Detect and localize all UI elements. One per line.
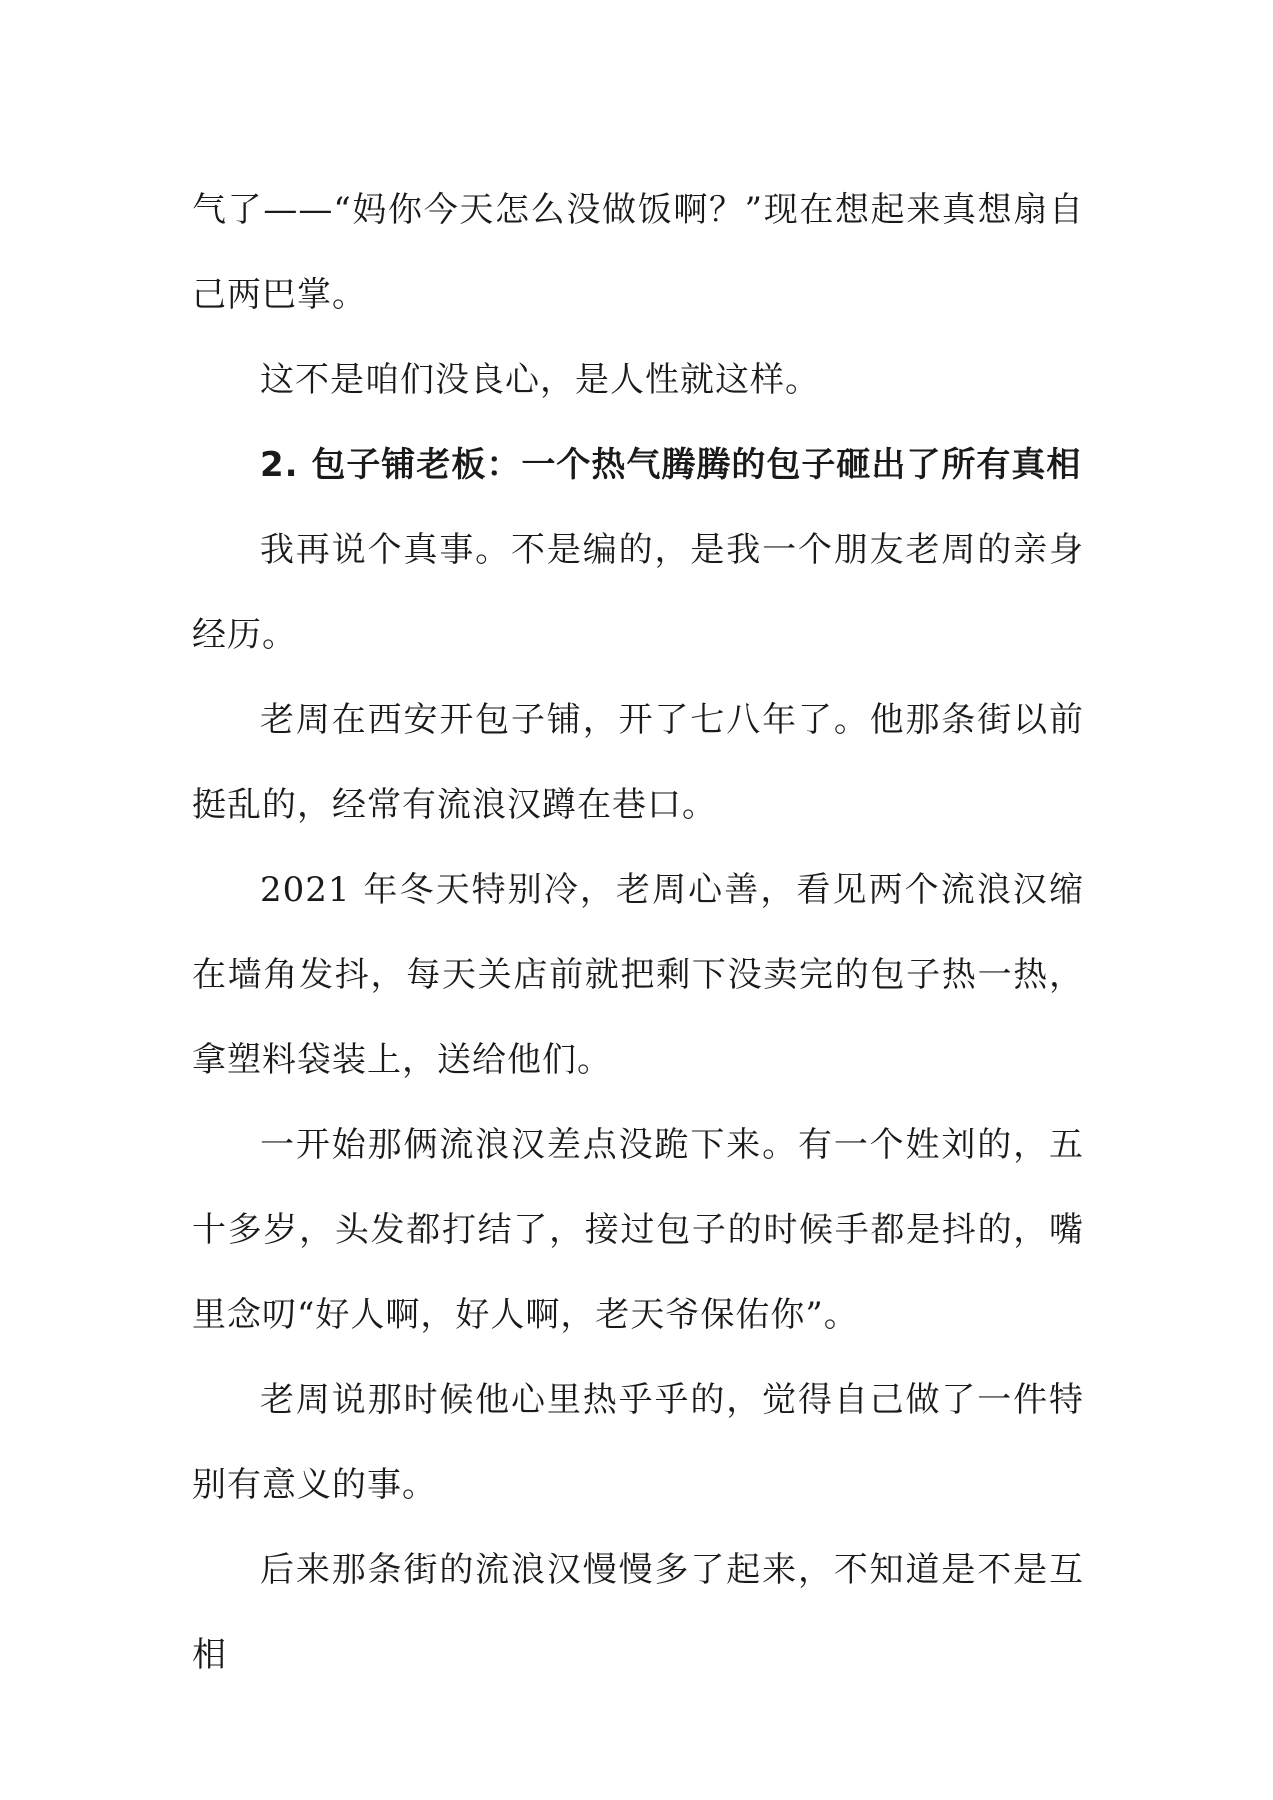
paragraph-7: 老周说那时候他心里热乎乎的，觉得自己做了一件特别有意义的事。 [192, 1380, 1084, 1505]
section-heading: 2. 包子铺老板：一个热气腾腾的包子砸出了所有真相 [260, 445, 1082, 485]
paragraph-6: 一开始那俩流浪汉差点没跪下来。有一个姓刘的，五十多岁，头发都打结了，接过包子的时候手都是抖的，嘴里念叨“好人啊，好人啊，老天爷保佑你”。 [192, 1125, 1084, 1335]
paragraph-2: 这不是咱们没良心，是人性就这样。 [260, 360, 820, 400]
document-body [192, 168, 1084, 1698]
paragraph-1: 气了——“妈你今天怎么没做饭啊？”现在想起来真想扇自己两巴掌。 [192, 190, 1084, 315]
paragraph-8: 后来那条街的流浪汉慢慢多了起来，不知道是不是互相 [192, 1550, 1084, 1675]
paragraph-4: 老周在西安开包子铺，开了七八年了。他那条街以前挺乱的，经常有流浪汉蹲在巷口。 [192, 700, 1084, 825]
paragraph-3: 我再说个真事。不是编的，是我一个朋友老周的亲身经历。 [192, 530, 1084, 655]
paragraph-5: 2021 年冬天特别冷，老周心善，看见两个流浪汉缩在墙角发抖，每天关店前就把剩下没卖完的包子热一热，拿塑料袋装上，送给他们。 [192, 870, 1084, 1080]
